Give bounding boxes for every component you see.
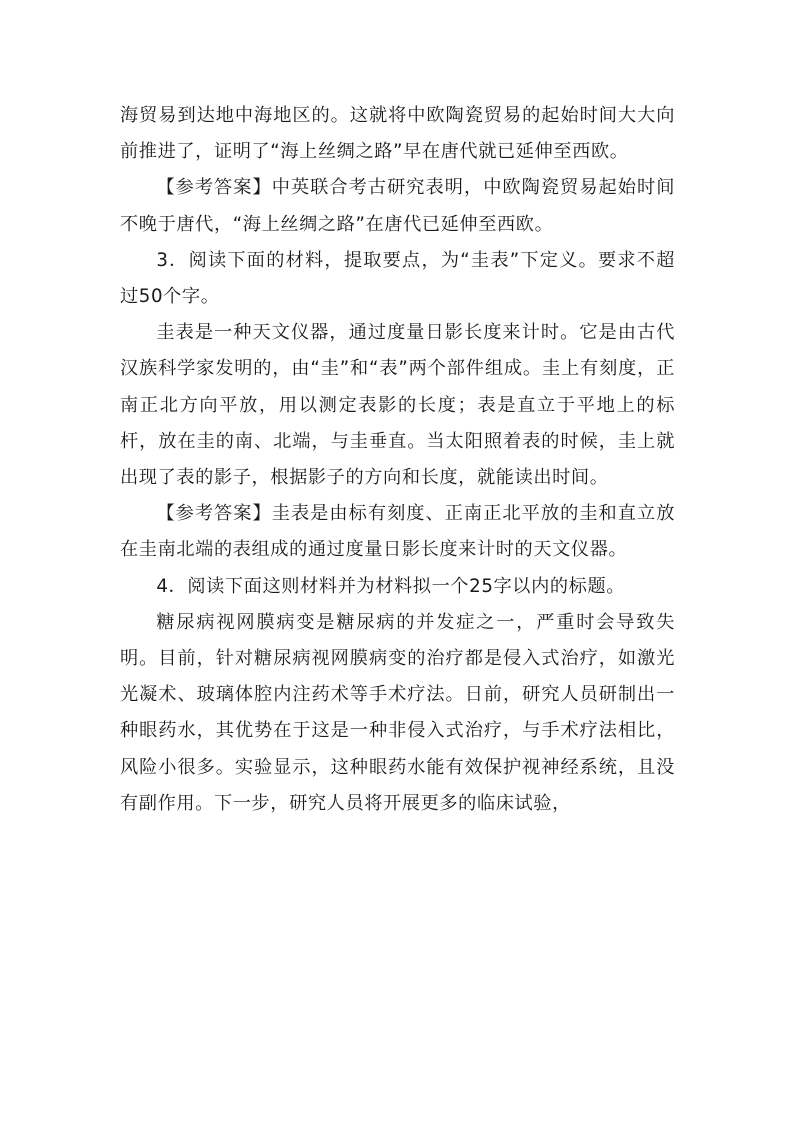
material-paragraph-4: 糖尿病视网膜病变是糖尿病的并发症之一，严重时会导致失明。目前，针对糖尿病视网膜病变的治疗都是侵入式治疗，如激光光凝术、玻璃体腔内注药术等手术疗法。日前，研究人员研制出一种眼药水，其优势在于这是一种非侵入式治疗，与手术疗法相比，风险小很多。实验显示，这种眼药水能有效保护视神经系统，且没有副作用。下一步，研究人员将开展更多的临床试验， <box>120 611 675 814</box>
paragraph-continued: 海贸易到达地中海地区的。这就将中欧陶瓷贸易的起始时间大大向前推进了，证明了“海上丝绸之路”早在唐代就已延伸至西欧。 <box>120 105 675 163</box>
reference-answer-3: 【参考答案】圭表是由标有刻度、正南正北平放的圭和直立放在圭南北端的表组成的通过度量日影长度来计时的天文仪器。 <box>120 503 675 561</box>
document-body <box>120 98 675 822</box>
question-4: 4．阅读下面这则材料并为材料拟一个25字以内的标题。 <box>156 575 626 597</box>
reference-answer-2: 【参考答案】中英联合考古研究表明，中欧陶瓷贸易起始时间不晚于唐代，“海上丝绸之路”在唐代已延伸至西欧。 <box>120 177 675 235</box>
question-3: 3．阅读下面的材料，提取要点，为“圭表”下定义。要求不超过50个字。 <box>120 249 675 308</box>
material-paragraph-3: 圭表是一种天文仪器，通过度量日影长度来计时。它是由古代汉族科学家发明的，由“圭”和“表”两个部件组成。圭上有刻度，正南正北方向平放，用以测定表影的长度；表是直立于平地上的标杆，放在圭的南、北端，与圭垂直。当太阳照着表的时候，圭上就出现了表的影子，根据影子的方向和长度，就能读出时间。 <box>120 322 675 489</box>
